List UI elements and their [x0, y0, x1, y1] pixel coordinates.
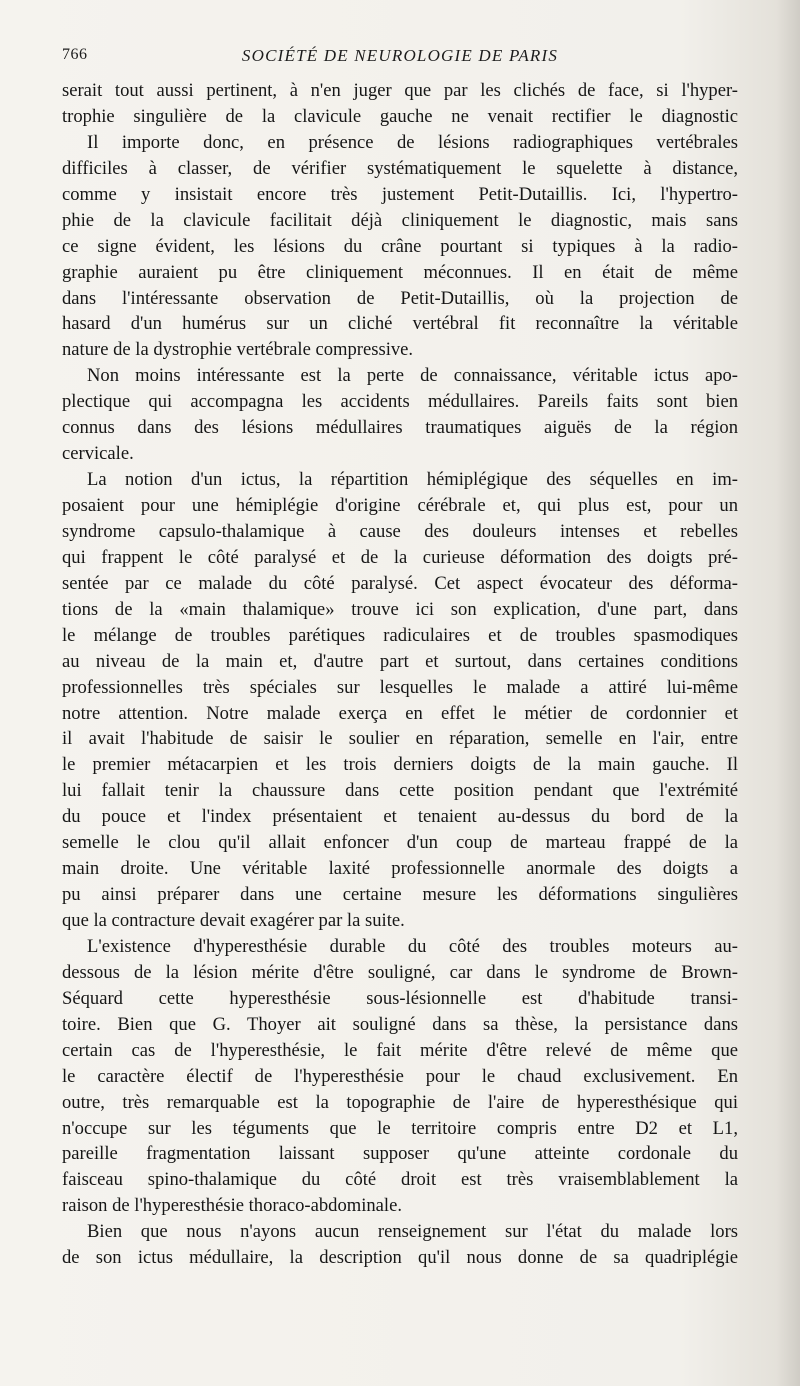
text-line: de son ictus médullaire, la description qu'il nous donne de sa quadriplégie	[62, 1247, 738, 1269]
text-line: Bien que nous n'ayons aucun renseignement sur l'état du malade lors	[87, 1221, 738, 1243]
text-line: L'existence d'hyperesthésie durable du côté des troubles moteurs au-	[87, 935, 738, 957]
text-line: n'occupe sur les téguments que le territoire compris entre D2 et L1,	[62, 1117, 738, 1139]
text-line: graphie auraient pu être cliniquement méconnues. Il en était de même	[62, 261, 738, 283]
page-number: 766	[62, 46, 88, 63]
text-line: le caractère électif de l'hyperesthésie pour le chaud exclusivement. En	[62, 1065, 738, 1087]
text-line: qui frappent le côté paralysé et de la curieuse déformation des doigts pré-	[62, 546, 738, 568]
text-line: notre attention. Notre malade exerça en effet le métier de cordonnier et	[62, 702, 738, 724]
body-text	[62, 78, 738, 1271]
text-line: faisceau spino-thalamique du côté droit est très vraisemblablement la	[62, 1169, 738, 1191]
text-line: le mélange de troubles parétiques radiculaires et de troubles spasmodiques	[62, 624, 738, 646]
text-line: sentée par ce malade du côté paralysé. Cet aspect évocateur des déforma-	[62, 572, 738, 594]
text-line: pu ainsi préparer dans une certaine mesure les déformations singulières	[62, 884, 738, 906]
text-line: La notion d'un ictus, la répartition hémiplégique des séquelles en im-	[87, 469, 738, 491]
text-line: connus dans des lésions médullaires traumatiques aiguës de la région	[62, 417, 738, 439]
text-line: du pouce et l'index présentaient et tenaient au-dessus du bord de la	[62, 806, 738, 828]
text-line: nature de la dystrophie vertébrale compressive.	[62, 339, 414, 361]
text-line: Non moins intéressante est la perte de connaissance, véritable ictus apo-	[87, 365, 738, 387]
text-line: pareille fragmentation laissant supposer qu'une atteinte cordonale du	[62, 1143, 738, 1165]
text-line: difficiles à classer, de vérifier systématiquement le squelette à distance,	[62, 157, 738, 179]
text-line: Séquard cette hyperesthésie sous-lésionnelle est d'habitude transi-	[62, 987, 738, 1009]
text-line: phie de la clavicule facilitait déjà cliniquement le diagnostic, mais sans	[62, 209, 738, 231]
text-line: dessous de la lésion mérite d'être souligné, car dans le syndrome de Brown-	[62, 961, 738, 983]
text-line: tions de la «main thalamique» trouve ici son explication, d'une part, dans	[62, 598, 738, 620]
text-line: raison de l'hyperesthésie thoraco-abdominale.	[62, 1195, 402, 1217]
text-line: syndrome capsulo-thalamique à cause des douleurs intenses et rebelles	[62, 520, 738, 542]
text-line: trophie singulière de la clavicule gauche ne venait rectifier le diagnostic	[62, 105, 738, 127]
text-line: dans l'intéressante observation de Petit-Dutaillis, où la projection de	[62, 287, 738, 309]
text-line: ce signe évident, les lésions du crâne pourtant si typiques à la radio-	[62, 235, 738, 257]
text-line: comme y insistait encore très justement Petit-Dutaillis. Ici, l'hypertro-	[62, 183, 738, 205]
text-line: certain cas de l'hyperesthésie, le fait mérite d'être relevé de même que	[62, 1039, 738, 1061]
text-line: cervicale.	[62, 443, 134, 465]
text-line: outre, très remarquable est la topographie de l'aire de hyperesthésique qui	[62, 1091, 738, 1113]
text-line: le premier métacarpien et les trois derniers doigts de la main gauche. Il	[62, 754, 738, 776]
page-header	[62, 46, 738, 70]
text-line: serait tout aussi pertinent, à n'en juger que par les clichés de face, si l'hyper-	[62, 80, 738, 101]
text-line: main droite. Une véritable laxité professionnelle anormale des doigts a	[62, 858, 738, 880]
text-line: au niveau de la main et, d'autre part et surtout, dans certaines conditions	[62, 650, 738, 672]
text-line: il avait l'habitude de saisir le soulier en réparation, semelle en l'air, entre	[62, 728, 738, 750]
text-line: toire. Bien que G. Thoyer ait souligné dans sa thèse, la persistance dans	[62, 1013, 738, 1035]
text-line: posaient pour une hémiplégie d'origine cérébrale et, qui plus est, pour un	[62, 495, 738, 516]
text-line: professionnelles très spéciales sur lesquelles le malade a attiré lui-même	[62, 676, 738, 698]
text-line: lui fallait tenir la chaussure dans cette position pendant que l'extrémité	[62, 780, 738, 802]
text-line: que la contracture devait exagérer par la suite.	[62, 910, 405, 931]
text-line: plectique qui accompagna les accidents médullaires. Pareils faits sont bien	[62, 391, 738, 413]
running-title: SOCIÉTÉ DE NEUROLOGIE DE PARIS	[241, 46, 559, 65]
text-line: hasard d'un humérus sur un cliché vertébral fit reconnaître la véritable	[62, 313, 738, 335]
text-line: semelle le clou qu'il allait enfoncer d'un coup de marteau frappé de la	[62, 832, 738, 854]
text-line: Il importe donc, en présence de lésions radiographiques vertébrales	[87, 131, 738, 153]
